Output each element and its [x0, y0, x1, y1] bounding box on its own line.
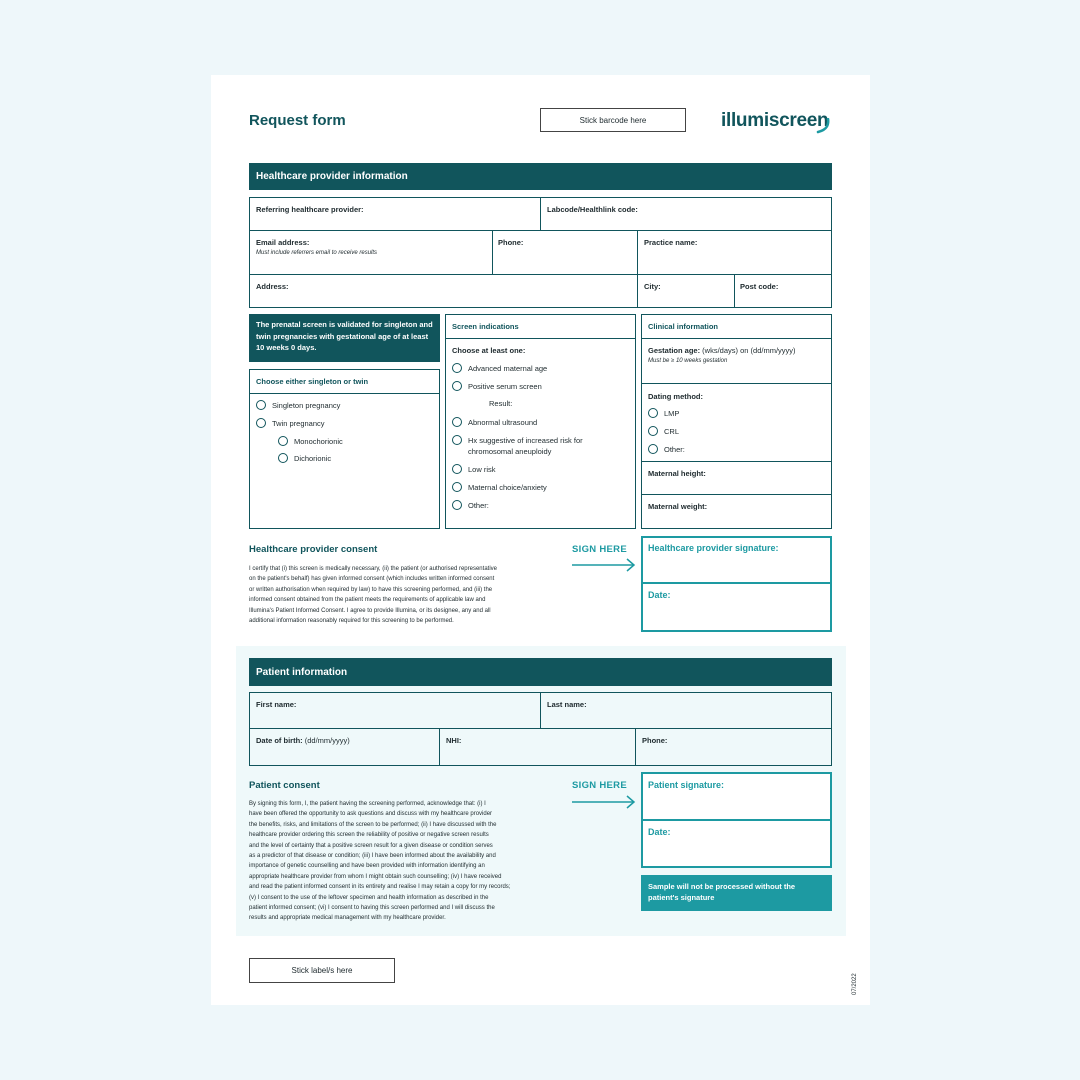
divider — [641, 338, 832, 339]
barcode-placeholder: Stick barcode here — [540, 108, 686, 132]
validation-note: The prenatal screen is validated for singleton and twin pregnancies with gestational age of at least 10 weeks 0 days. — [249, 314, 440, 362]
consent-line: or written authorisation when required by law) to have this screening performed, and (iii) the — [249, 586, 493, 593]
radio-icon[interactable] — [452, 381, 462, 391]
patient-consent-heading: Patient consent — [249, 780, 320, 791]
first-name-field[interactable] — [249, 692, 541, 729]
divider — [249, 393, 440, 394]
positive-serum-option[interactable] — [452, 381, 542, 391]
monochorionic-option[interactable] — [278, 436, 343, 446]
postcode-label: Post code: — [740, 282, 779, 291]
radio-icon[interactable] — [452, 363, 462, 373]
dob-label — [256, 736, 350, 745]
consent-line: as a predictor of that disease or condition; (iii) I have been informed about the availability and — [249, 853, 496, 860]
radio-icon[interactable] — [648, 426, 658, 436]
radio-icon[interactable] — [256, 400, 266, 410]
radio-icon[interactable] — [256, 418, 266, 428]
divider — [641, 383, 832, 384]
gestation-age-field[interactable] — [648, 346, 796, 355]
city-label: City: — [644, 282, 661, 291]
patient-signature-field[interactable]: Patient signature: — [648, 780, 725, 790]
gestation-label: Gestation age: — [648, 346, 701, 355]
provider-sign-here: SIGN HERE — [572, 544, 627, 555]
choose-at-least-one-label: Choose at least one: — [452, 346, 526, 355]
clinical-info-heading: Clinical information — [648, 322, 719, 331]
singleton-label: Singleton pregnancy — [272, 400, 341, 410]
radio-icon[interactable] — [452, 464, 462, 474]
signature-warning: Sample will not be processed without the patient's signature — [641, 875, 832, 911]
patient-phone-field[interactable] — [635, 728, 832, 766]
option-label: Abnormal ultrasound — [468, 417, 538, 427]
option-label — [468, 435, 583, 457]
radio-icon[interactable] — [648, 444, 658, 454]
referring-provider-field[interactable] — [249, 197, 541, 231]
provider-consent-text — [249, 564, 569, 626]
illumiscreen-logo: illumiscreen — [721, 110, 829, 131]
divider — [445, 338, 636, 339]
arrow-right-icon — [572, 558, 636, 572]
radio-icon[interactable] — [278, 436, 288, 446]
radio-icon[interactable] — [648, 408, 658, 418]
consent-line: additional information reasonably required for this screening to be performed. — [249, 618, 454, 625]
labcode-field[interactable] — [540, 197, 832, 231]
arrow-right-icon — [572, 795, 636, 809]
radio-icon[interactable] — [452, 435, 462, 445]
maternal-choice-option[interactable] — [452, 482, 547, 492]
consent-line: (v) I consent to the use of the leftover specimen and health information as described in the — [249, 894, 489, 901]
option-label: Other: — [468, 500, 489, 510]
gestation-note: Must be ≥ 10 weeks gestation — [648, 358, 728, 364]
first-name-label: First name: — [256, 700, 297, 709]
divider — [641, 819, 832, 821]
dichorionic-option[interactable] — [278, 453, 331, 463]
singleton-option[interactable] — [256, 400, 340, 410]
advanced-maternal-age-option[interactable] — [452, 363, 547, 373]
provider-phone-field[interactable] — [492, 230, 638, 275]
consent-line: patient informed consent; (vi) I consent to having this screen performed and I will discuss the — [249, 905, 495, 912]
stick-label-placeholder: Stick label/s here — [249, 958, 395, 983]
radio-icon[interactable] — [278, 453, 288, 463]
provider-signature-field[interactable]: Healthcare provider signature: — [648, 543, 779, 553]
twin-label: Twin pregnancy — [272, 418, 325, 428]
consent-line: have been offered the opportunity to ask questions and discuss with my healthcare provider — [249, 811, 493, 818]
address-field[interactable] — [249, 274, 638, 308]
dob-field[interactable] — [249, 728, 440, 766]
address-label: Address: — [256, 282, 289, 291]
patient-consent-text — [249, 799, 569, 924]
practice-name-label: Practice name: — [644, 238, 698, 247]
provider-info-band: Healthcare provider information — [249, 163, 832, 190]
consent-line: informed consent obtained from the patient meets the requirements of applicable law and — [249, 597, 486, 604]
radio-icon[interactable] — [452, 482, 462, 492]
option-line: chromosomal aneuploidy — [468, 447, 552, 456]
provider-consent-heading: Healthcare provider consent — [249, 544, 378, 555]
nhi-field[interactable] — [439, 728, 636, 766]
radio-icon[interactable] — [452, 500, 462, 510]
provider-phone-label: Phone: — [498, 238, 524, 247]
patient-date-field[interactable]: Date: — [648, 827, 671, 837]
lmp-option[interactable] — [648, 408, 679, 418]
dob-format: (dd/mm/yyyy) — [302, 736, 350, 745]
consent-line: healthcare provider ordering this screen the reliability of positive or negative screen results — [249, 832, 489, 839]
crl-option[interactable] — [648, 426, 679, 436]
option-label: LMP — [664, 408, 680, 418]
dichorionic-label: Dichorionic — [294, 453, 332, 463]
provider-date-field[interactable]: Date: — [648, 590, 671, 600]
postcode-field[interactable] — [734, 274, 832, 308]
hx-risk-option[interactable] — [452, 435, 583, 457]
last-name-label: Last name: — [547, 700, 587, 709]
city-field[interactable] — [637, 274, 735, 308]
consent-line: the benefits, risks, and limitations of the screen to be performed; (ii) I have discussed with the — [249, 821, 497, 828]
option-label: CRL — [664, 426, 680, 436]
option-label: Positive serum screen — [468, 381, 542, 391]
nhi-label: NHI: — [446, 736, 462, 745]
referring-provider-label: Referring healthcare provider: — [256, 205, 364, 214]
logo-swoosh-icon — [812, 118, 832, 134]
consent-line: Illumina's Patient Informed Consent. I agree to provide Illumina, or its designee, any and all — [249, 607, 491, 614]
patient-info-band: Patient information — [249, 658, 832, 686]
consent-line: By signing this form, I, the patient having the screening performed, acknowledge that: (i) I — [249, 801, 486, 807]
divider — [641, 582, 832, 584]
email-note: Must include referrers email to receive results — [256, 250, 378, 256]
screen-indications-heading: Screen indications — [452, 322, 519, 331]
option-label: Low risk — [468, 464, 496, 474]
patient-phone-label: Phone: — [642, 736, 668, 745]
option-line: Hx suggestive of increased risk for — [468, 436, 583, 445]
consent-line: I certify that (i) this screen is medically necessary, (ii) the patient (or authorised representative — [249, 566, 497, 572]
consent-line: results and appropriate medical management with my healthcare provider. — [249, 915, 446, 922]
low-risk-option[interactable] — [452, 464, 496, 474]
gestation-units: (wks/days) on (dd/mm/yyyy) — [700, 346, 796, 355]
email-label: Email address: — [256, 238, 310, 247]
maternal-weight-field[interactable]: Maternal weight: — [648, 502, 708, 511]
consent-line: on the patient's behalf) has given informed consent (which includes written informed consent — [249, 576, 495, 583]
option-label: Advanced maternal age — [468, 363, 548, 373]
consent-line: appropriate healthcare provider from whom I might obtain such counselling; (iv) I have received — [249, 873, 502, 880]
last-name-field[interactable] — [540, 692, 832, 729]
dating-other-option[interactable] — [648, 444, 685, 454]
consent-line: and read the patient informed consent in its entirety and realise I may retain a copy for my records; — [249, 884, 511, 891]
monochorionic-label: Monochorionic — [294, 436, 343, 446]
radio-icon[interactable] — [452, 417, 462, 427]
practice-name-field[interactable] — [637, 230, 832, 275]
indication-other-option[interactable] — [452, 500, 489, 510]
pregnancy-type-heading: Choose either singleton or twin — [256, 377, 369, 386]
consent-line: importance of genetic counselling and have been provided with information identifying an — [249, 863, 485, 870]
option-label: Maternal choice/anxiety — [468, 482, 547, 492]
dating-method-label: Dating method: — [648, 392, 703, 401]
twin-option[interactable] — [256, 418, 325, 428]
maternal-height-field[interactable]: Maternal height: — [648, 469, 706, 478]
abnormal-ultrasound-option[interactable] — [452, 417, 537, 427]
divider — [641, 461, 832, 462]
page-title: Request form — [249, 112, 346, 129]
dob-text: Date of birth: — [256, 736, 303, 745]
result-label — [489, 399, 512, 408]
result-text: Result: — [489, 399, 513, 408]
divider — [641, 494, 832, 495]
patient-sign-here: SIGN HERE — [572, 780, 627, 791]
form-code: 07/2022 — [852, 973, 858, 995]
consent-line: and the level of certainty that a positive screen result for a given disease or condition serves — [249, 842, 493, 849]
labcode-label: Labcode/Healthlink code: — [547, 205, 638, 214]
option-label: Other: — [664, 444, 685, 454]
